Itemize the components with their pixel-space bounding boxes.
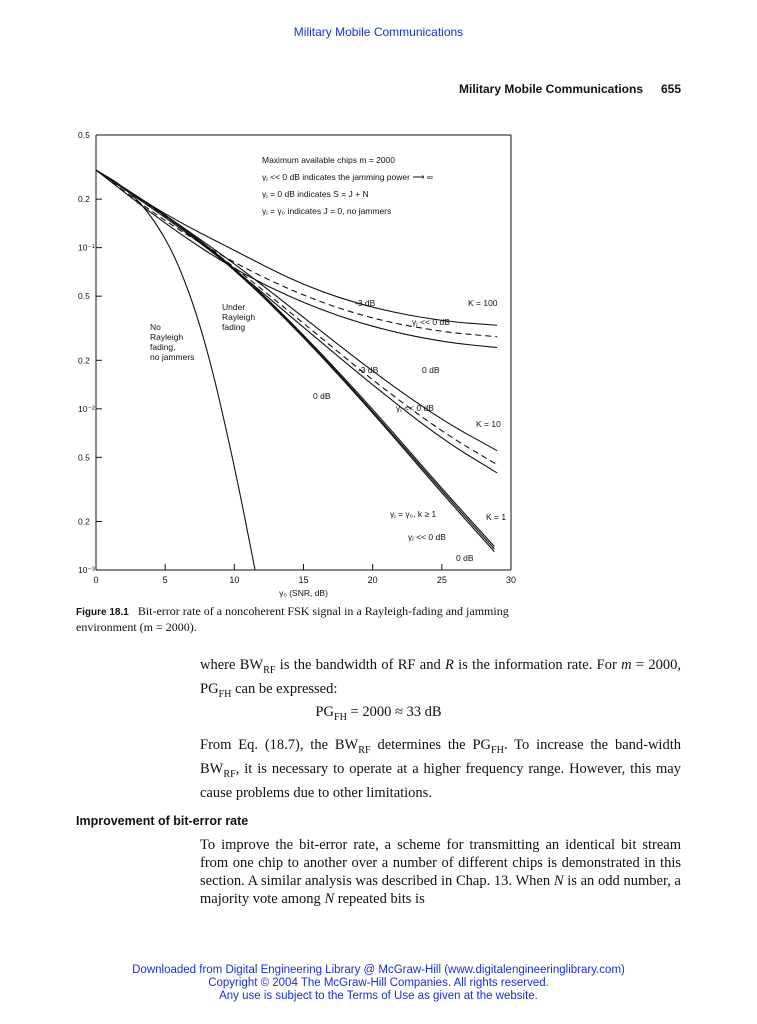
note-no-rayleigh: no jammers: [150, 352, 195, 362]
x-axis-label: γ₀ (SNR, dB): [279, 588, 328, 598]
figure-label: Figure 18.1: [76, 607, 129, 618]
x-tick-label: 10: [229, 575, 240, 585]
paragraph-2: From Eq. (18.7), the $BW_{RF}$ determines the $PG_{FH}$. To increase the band-width $BW_{RF}$, it is necessary to operate at a higher frequency range. However, this may cause problems due to other limitations.: [200, 737, 681, 801]
note-under-rayleigh: Rayleigh: [222, 312, 256, 322]
ber-chart: [0, 118, 757, 604]
y-tick-label: 0.5: [78, 291, 90, 302]
note-under-rayleigh: fading: [222, 322, 246, 332]
note-k1-label: K = 1: [486, 512, 507, 522]
footer-line-2: Copyright © 2004 The McGraw-Hill Companies. All rights reserved.: [208, 977, 549, 989]
y-tick-label: 10⁻²: [78, 403, 95, 414]
x-tick-label: 20: [367, 575, 378, 585]
note-no-rayleigh: Rayleigh: [150, 332, 184, 342]
y-tick-label: 0.5: [78, 452, 90, 463]
note-k100-label: K = 100: [468, 298, 498, 308]
x-tick-label: 30: [505, 575, 517, 585]
note-no-rayleigh: No: [150, 322, 161, 332]
y-tick-label: 0.2: [78, 194, 90, 205]
footer-line-1[interactable]: Downloaded from Digital Engineering Library @ McGraw-Hill (www.digitalengineeringlibrary.com): [132, 964, 625, 976]
y-tick-label: 0.2: [78, 355, 90, 366]
footer-line-3: Any use is subject to the Terms of Use as given at the website.: [219, 990, 538, 1002]
legend-line: Maximum available chips m = 2000: [262, 155, 395, 165]
x-tick-label: 0: [93, 575, 99, 585]
figure-caption: [76, 604, 546, 635]
note-k10-gj: γⱼ << 0 dB: [396, 403, 434, 413]
x-tick-labels: [93, 575, 516, 598]
note-k1-gjg0: γⱼ = γ₀, k ≥ 1: [390, 509, 437, 519]
note-k1-gj: γⱼ << 0 dB: [408, 532, 446, 542]
section-heading: Improvement of bit-error rate: [76, 814, 249, 828]
note-k10-0db: 0 dB: [313, 391, 331, 401]
paragraph-3: To improve the bit-error rate, a scheme for transmitting an identical bit stream from one chip to another over a number of different chips is demonstrated in this section. A similar analysis was described in Chap. 13. When N is an odd number, a majority vote among N repeated bits is: [200, 837, 681, 907]
legend-line: γⱼ = γ₀ indicates J = 0, no jammers: [262, 206, 392, 216]
x-tick-label: 15: [298, 575, 309, 585]
y-tick-label: 0.2: [78, 516, 90, 527]
note-k100-minus3: -3 dB: [355, 298, 376, 308]
note-k100-gj: γⱼ << 0 dB: [412, 317, 450, 327]
legend-line: γⱼ << 0 dB indicates the jamming power ⟶ ∞: [262, 172, 433, 182]
y-tick-labels: [78, 130, 95, 575]
note-k1-0db: 0 dB: [456, 553, 474, 563]
footer[interactable]: [0, 964, 757, 1003]
page-number: 655: [661, 82, 682, 96]
chart-annotations: [150, 155, 506, 563]
figure-caption-text: Bit-error rate of a noncoherent FSK signal in a Rayleigh-fading and jamming environment (m = 2000).: [76, 604, 509, 634]
y-tick-label: 10⁻¹: [78, 242, 95, 253]
note-under-rayleigh: Under: [222, 302, 246, 312]
running-head: Military Mobile Communications: [459, 82, 644, 96]
equation: $PG_{FH} = 2000 \approx 33$ dB: [315, 704, 442, 723]
paragraph-1: where $BW_{RF}$ is the bandwidth of RF and R is the information rate. For m = 2000, $PG_{FH}$ can be expressed:: [200, 657, 681, 700]
x-tick-label: 25: [436, 575, 447, 585]
legend-line: γⱼ = 0 dB indicates S = J + N: [262, 189, 369, 199]
note-k100-minus3b: -3 dB: [358, 365, 379, 375]
y-tick-label: 0.5: [78, 130, 90, 140]
top-link[interactable]: Military Mobile Communications: [293, 25, 464, 39]
y-tick-label: 10⁻³: [78, 565, 95, 575]
note-no-rayleigh: fading,: [150, 342, 176, 352]
note-k10-label: K = 10: [476, 419, 501, 429]
note-k100-0db: 0 dB: [422, 365, 440, 375]
x-tick-label: 5: [162, 575, 168, 585]
